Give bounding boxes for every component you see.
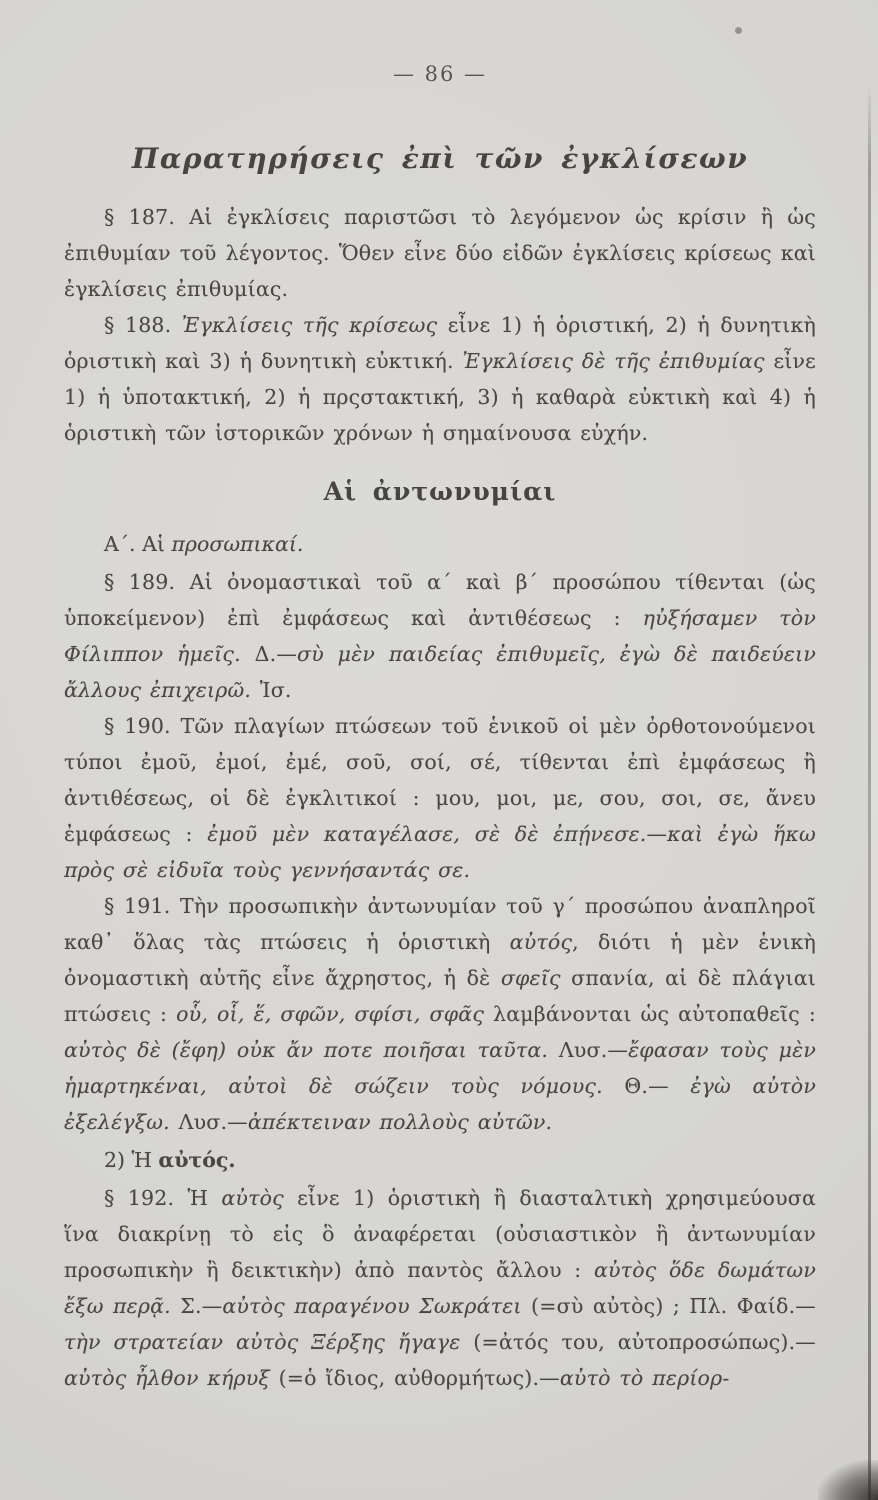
subheading [64, 526, 816, 562]
text-segment: εἶνε 1) ἡ ὑποτακτική, 2) ἡ πρςστακτική, 3) ἡ καθαρὰ εὐκτικὴ καὶ 4) ἡ ὁριστικὴ τῶν ἱστορικῶν χρόνων ἡ σημαίνουσα εὐχήν. [64, 349, 816, 445]
text-segment: αὐτὸς ἦλθον κήρυξ [64, 1366, 270, 1390]
text-segment: αὐτὸς παραγένου Σωκράτει [222, 1294, 522, 1318]
text-segment: οὗ, οἷ, ἕ, σφῶν, σφίσι, σφᾶς [176, 1002, 485, 1026]
section-heading [64, 477, 816, 506]
text-segment: αὐτὸς ὅδε δωμάτων ἔξω περᾷ. [64, 1258, 816, 1318]
text-segment: σὺ μὲν παιδείας ἐπιθυμεῖς, ἐγὼ δὲ παιδεύειν ἄλλους ἐπιχειρῶ. [64, 642, 816, 702]
text-segment: αὐτός. [158, 1148, 236, 1172]
text-segment: σπανία, αἱ δὲ πλάγιαι πτώσεις : [64, 966, 817, 1026]
text-segment: Α΄. Αἱ [104, 532, 172, 556]
text-segment: αὐτὸ τὸ περίορ- [559, 1366, 730, 1390]
text-segment: ἔφασαν τοὺς μὲν ἡμαρτηκέναι, αὐτοὶ δὲ σώζειν τοὺς νόμους. [64, 1038, 816, 1098]
text-segment: Σ.— [170, 1294, 223, 1318]
page-edge-line [868, 84, 871, 1500]
text-segment: αὐτὸς δὲ (ἔφη) οὐκ ἄν ποτε ποιῆσαι ταῦτα. [64, 1038, 549, 1062]
paragraph [64, 564, 816, 708]
text-segment: § 187. Αἱ ἐγκλίσεις παριστῶσι τὸ λεγόμενον ὡς κρίσιν ἢ ὡς ἐπιθυμίαν τοῦ λέγοντος. Ὅθεν εἶνε δύο εἰδῶν ἐγκλίσεις κρίσεως καὶ ἐγκλίσεις ἐπιθυμίας. [64, 205, 816, 301]
page-edge-highlight [871, 84, 878, 1500]
text-segment: Ἰσ. [251, 678, 292, 702]
text-segment: § 188. [104, 313, 182, 337]
text-segment: § 192. Ἡ [104, 1186, 222, 1210]
text-segment: σφεῖς [500, 966, 561, 990]
text-segment: (=ἀτός του, αὐτοπροσώπως).— [460, 1330, 816, 1354]
text-segment: αὐτός [509, 930, 573, 954]
text-segment: εἶνε 1) ἡ ὁριστική, 2) ἡ δυνητικὴ ὁριστικὴ καὶ 3) ἡ δυνητικὴ εὐκτική. [64, 313, 816, 373]
text-segment: αὐτὸς [221, 1186, 284, 1210]
text-block [64, 199, 816, 1396]
paragraph [64, 307, 816, 451]
text-segment: προσωπικαί. [171, 532, 304, 556]
text-segment: εἶνε 1) ὁριστικὴ ἢ διασταλτικὴ χρησιμεύουσα ἵνα διακρίνῃ τὸ εἰς ὃ ἀναφέρεται (οὐσιαστικὸν ἢ ἀντωνυμίαν προσωπικὴν ἢ δεικτικὴν) ἀπὸ παντὸς ἄλλου : [64, 1186, 816, 1282]
text-segment: ἐγὼ αὐτὸν ἐξελέγξω. [64, 1074, 816, 1134]
paragraph [64, 708, 816, 888]
text-segment: § 191. Τὴν προσωπικὴν ἀντωνυμίαν τοῦ γ΄ προσώπου ἀναπληροῖ καθ᾽ ὅλας τὰς πτώσεις ἡ ὁριστικὴ [64, 894, 816, 954]
text-segment: Αἱ ἀντωνυμίαι [323, 477, 557, 506]
paragraph [64, 199, 816, 307]
ink-speck [735, 27, 742, 34]
page-number: — 86 — [392, 62, 488, 86]
text-segment: ἀπέκτειναν πολλοὺς αὐτῶν. [247, 1110, 553, 1134]
text-column [64, 62, 816, 1396]
text-segment: (=ὁ ἴδιος, αὐθορμήτως).— [269, 1366, 560, 1390]
text-segment: ηὐξήσαμεν τὸν Φίλιππον ἡμεῖς. [64, 606, 817, 666]
text-segment: § 189. Αἱ ὀνομαστικαὶ τοῦ α΄ καὶ β΄ προσώπου τίθενται (ὡς ὑποκείμενον) ἐπὶ ἐμφάσεως καὶ ἀντιθέσεως : [64, 570, 816, 630]
text-segment: (=σὺ αὐτὸς) ; Πλ. Φαίδ.— [521, 1294, 816, 1318]
text-segment: 2) Ἡ [104, 1148, 159, 1172]
text-segment: Δ.— [240, 642, 298, 666]
text-segment: Ἐγκλίσεις δὲ τῆς ἐπιθυμίας [462, 349, 765, 373]
text-segment: λαμβάνονται ὡς αὐτοπαθεῖς : [484, 1002, 816, 1026]
text-segment: § 190. Τῶν πλαγίων πτώσεων τοῦ ἑνικοῦ οἱ μὲν ὀρθοτονούμενοι τύποι ἐμοῦ, ἐμοί, ἐμέ, σοῦ, σοί, σέ, τίθενται ἐπὶ ἐμφάσεως ἢ ἀντιθέσεως, οἱ δὲ ἐγκλιτικοί : μου, μοι, με, σου, σοι, σε, ἄνευ ἐμφάσεως : [64, 714, 816, 846]
text-segment: Ἐγκλίσεις τῆς κρίσεως [181, 313, 438, 337]
text-segment: Λυσ.— [548, 1038, 629, 1062]
paragraph [64, 1180, 816, 1396]
paragraph [64, 888, 816, 1140]
text-segment: Λυσ.— [169, 1110, 248, 1134]
text-segment: Θ.— [602, 1074, 691, 1098]
text-segment: τὴν στρατείαν αὐτὸς Ξέρξης ἤγαγε [64, 1330, 461, 1354]
text-segment: , διότι ἡ μὲν ἑνικὴ ὀνομαστικὴ αὐτῆς εἶνε ἄχρηστος, ἡ δὲ [64, 930, 816, 990]
subheading [64, 1142, 816, 1178]
corner-shadow [818, 1460, 878, 1500]
text-segment: ἐμοῦ μὲν καταγέλασε, σὲ δὲ ἐπῄνεσε.—καὶ ἐγὼ ἥκω πρὸς σὲ εἰδυῖα τοὺς γεννήσαντάς σε. [64, 822, 816, 882]
page-title: Παρατηρήσεις ἐπὶ τῶν ἐγκλίσεων [131, 142, 749, 175]
